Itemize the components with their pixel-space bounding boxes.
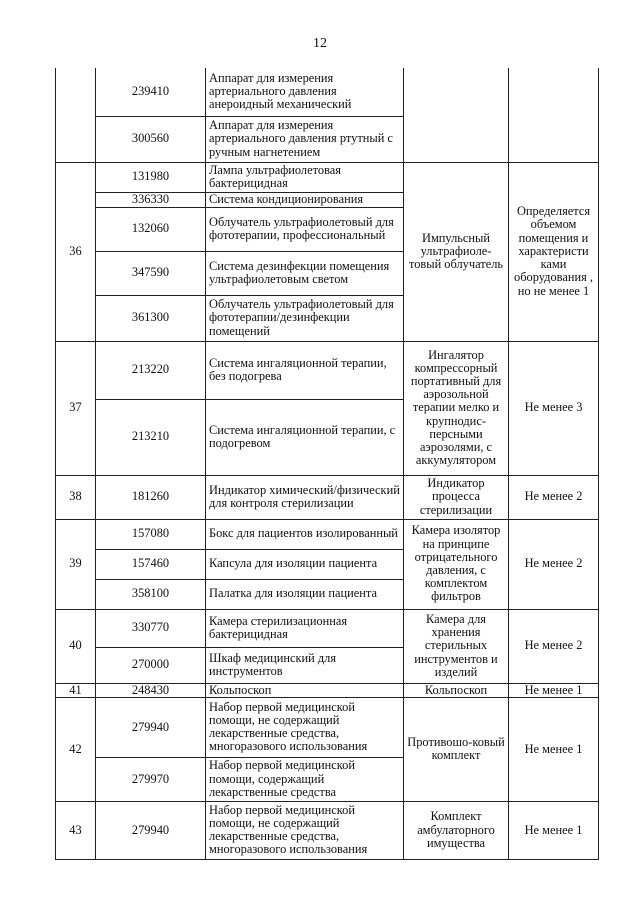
item-name: Шкаф медицинский для инструментов [206,647,404,683]
table-row [56,475,599,519]
item-name: Облучатель ультрафиолетовый для фототерапии/дезинфекции помещений [206,295,404,341]
item-name: Система ингаляционной терапии, без подогрева [206,341,404,399]
item-code: 131980 [96,162,206,192]
quantity-requirement: Определяется объемом помещения и характеристи ками оборудования , но не менее 1 [509,162,599,341]
item-name: Облучатель ультрафиолетовый для фототерапии, профессиональный [206,207,404,251]
row-number: 36 [56,162,96,341]
item-code: 239410 [96,68,206,116]
row-number: 41 [56,683,96,697]
item-code: 279940 [96,801,206,859]
item-code: 358100 [96,579,206,609]
item-code: 279940 [96,697,206,757]
item-name: Камера стерилизационная бактерицидная [206,609,404,647]
row-number [56,68,96,162]
equipment-description: Камера изолятор на принципе отрицательного давления, с комплектом фильтров [404,519,509,609]
table-row [56,162,599,192]
item-name: Система дезинфекции помещения ультрафиолетовым светом [206,251,404,295]
equipment-description: Ингалятор компрессорный портативный для аэрозольной терапии мелко и крупнодис-персными аэрозолями, с аккумулятором [404,341,509,475]
row-number: 38 [56,475,96,519]
quantity-requirement: Не менее 1 [509,801,599,859]
row-number: 37 [56,341,96,475]
quantity-requirement [509,68,599,162]
quantity-requirement: Не менее 2 [509,475,599,519]
item-code: 213220 [96,341,206,399]
item-code: 157080 [96,519,206,549]
equipment-description [404,68,509,162]
row-number: 40 [56,609,96,683]
item-code: 270000 [96,647,206,683]
item-name: Аппарат для измерения артериального давления анероидный механический [206,68,404,116]
quantity-requirement: Не менее 1 [509,697,599,801]
item-code: 213210 [96,399,206,475]
item-name: Капсула для изоляции пациента [206,549,404,579]
item-code: 361300 [96,295,206,341]
equipment-description: Кольпоскоп [404,683,509,697]
row-number: 43 [56,801,96,859]
item-code: 279970 [96,757,206,801]
item-name: Система ингаляционной терапии, с подогревом [206,399,404,475]
table-row [56,801,599,859]
quantity-requirement: Не менее 2 [509,519,599,609]
table-row [56,68,599,116]
table-row [56,683,599,697]
table-row [56,697,599,757]
item-code: 347590 [96,251,206,295]
item-name: Бокс для пациентов изолированный [206,519,404,549]
quantity-requirement: Не менее 3 [509,341,599,475]
item-code: 300560 [96,116,206,162]
item-name: Система кондиционирования [206,192,404,207]
table-row [56,519,599,549]
item-code: 248430 [96,683,206,697]
item-name: Набор первой медицинской помощи, не содержащий лекарственные средства, многоразового использования [206,697,404,757]
quantity-requirement: Не менее 2 [509,609,599,683]
item-code: 181260 [96,475,206,519]
item-name: Кольпоскоп [206,683,404,697]
item-name: Набор первой медицинской помощи, содержащий лекарственные средства [206,757,404,801]
equipment-description: Импульсный ультрафиоле-товый облучатель [404,162,509,341]
table-row [56,341,599,399]
equipment-table [55,68,599,860]
item-code: 157460 [96,549,206,579]
item-name: Набор первой медицинской помощи, не содержащий лекарственные средства, многоразового использования [206,801,404,859]
item-code: 336330 [96,192,206,207]
page-number: 12 [313,36,327,51]
item-name: Аппарат для измерения артериального давления ртутный с ручным нагнетением [206,116,404,162]
item-name: Индикатор химический/физический для контроля стерилизации [206,475,404,519]
row-number: 42 [56,697,96,801]
equipment-description: Индикатор процесса стерилизации [404,475,509,519]
equipment-description: Камера для хранения стерильных инструментов и изделий [404,609,509,683]
item-code: 132060 [96,207,206,251]
item-name: Палатка для изоляции пациента [206,579,404,609]
equipment-description: Противошо-ковый комплект [404,697,509,801]
equipment-description: Комплект амбулаторного имущества [404,801,509,859]
quantity-requirement: Не менее 1 [509,683,599,697]
item-code: 330770 [96,609,206,647]
row-number: 39 [56,519,96,609]
item-name: Лампа ультрафиолетовая бактерицидная [206,162,404,192]
table-row [56,609,599,647]
